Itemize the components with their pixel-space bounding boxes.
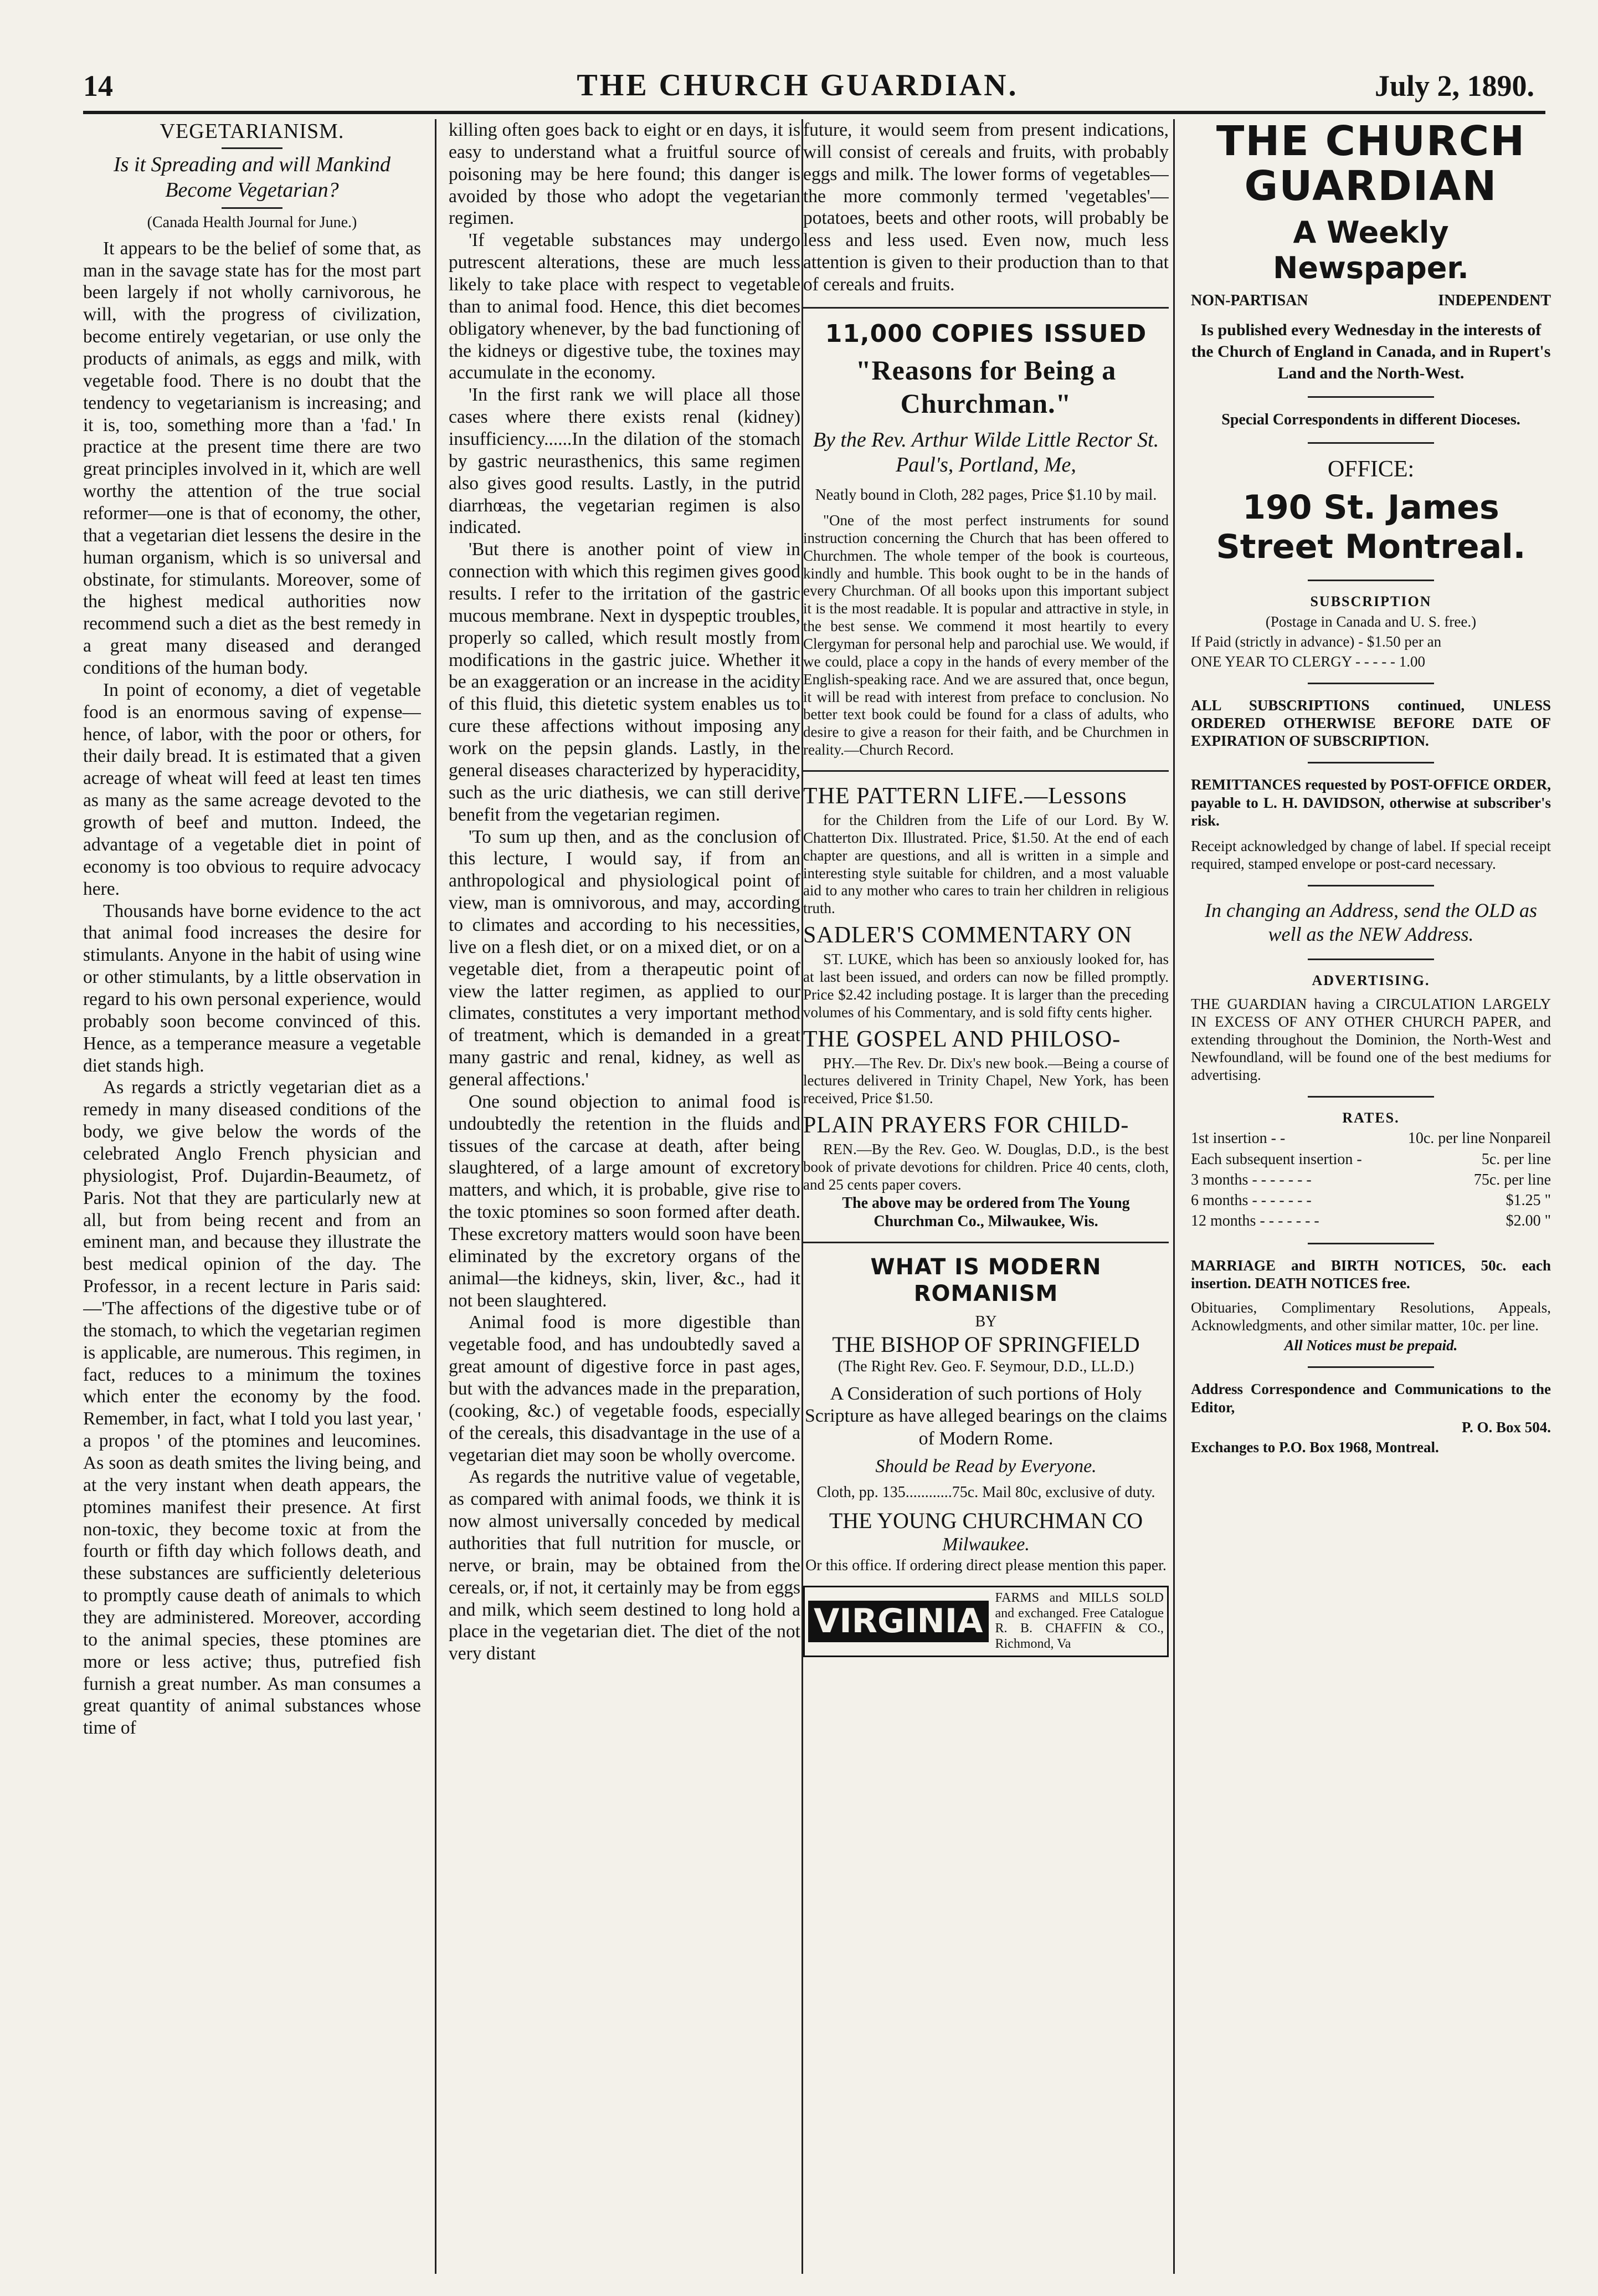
rate-row	[1191, 1191, 1551, 1210]
paragraph: One sound objection to animal food is undoubtedly the retention in the fluids and tissues of the carcase at death, after being slaughtered, of a large amount of excretory matters, and which, it is probable, give rise to the toxic ptomines so soon formed after death. These excretory matters would soon have been eliminated by the excretory organs of the animal—the kidneys, skin, liver, &c., had it not been slaughtered.	[449, 1091, 800, 1311]
office-address: 190 St. James Street Montreal.	[1216, 488, 1526, 567]
rate-label: Each subsequent insertion -	[1191, 1150, 1362, 1168]
rate-label: 6 months - - - - - - -	[1191, 1192, 1312, 1210]
office-heading: OFFICE:	[1327, 456, 1415, 482]
ad-heading: PLAIN PRAYERS FOR CHILD-	[803, 1113, 1129, 1139]
marriage-notices: MARRIAGE and BIRTH NOTICES, 50c. each insertion. DEATH NOTICES free.	[1191, 1257, 1551, 1292]
ad-body: REN.—By the Rev. Geo. W. Douglas, D.D., is the best book of private devotions for children. Price 40 cents, cloth, and 25 cents paper covers.	[803, 1141, 1169, 1193]
subscription-heading: SUBSCRIPTION	[1310, 593, 1432, 609]
column-3	[803, 119, 1169, 2274]
separator	[1308, 762, 1434, 763]
separator	[1308, 396, 1434, 398]
separator	[222, 147, 282, 149]
change-address-note: In changing an Address, send the OLD as well as the NEW Address.	[1205, 899, 1537, 945]
independent-label: INDEPENDENT	[1438, 292, 1551, 310]
column-1	[83, 119, 421, 2274]
virginia-word: VIRGINIA	[808, 1601, 989, 1642]
rate-label: 12 months - - - - - - -	[1191, 1212, 1319, 1230]
publisher-note: Or this office. If ordering direct please mention this paper.	[805, 1556, 1167, 1574]
exchanges-note: Exchanges to P.O. Box 1968, Montreal.	[1191, 1438, 1439, 1456]
ad-body: ST. LUKE, which has been so anxiously looked for, has at last been issued, and orders can now be filled promptly. Price $2.42 including postage. It is larger than the preceding volumes of his Commentary, and is sold fifty cents higher.	[803, 951, 1169, 1021]
column-divider	[1173, 119, 1175, 2274]
column-4	[1191, 119, 1551, 2274]
separator	[1308, 683, 1434, 684]
paragraph: future, it would seem from present indications, will consist of cereals and fruits, with probably eggs and milk. The lower forms of vegetables—the more commonly termed 'vegetables'—potatoes, beets and other roots, will probably be less and less used. Even now, much less attention is given to their production than to that of cereals and fruits.	[803, 120, 1169, 295]
article-heading: VEGETARIANISM.	[160, 120, 345, 143]
order-note: The above may be ordered from The Young Churchman Co., Milwaukee, Wis.	[842, 1194, 1130, 1230]
separator	[1308, 1243, 1434, 1244]
receipt-note: Receipt acknowledged by change of label. If special receipt required, stamped envelope or post-card necessary.	[1191, 837, 1551, 872]
rate-value: 5c. per line	[1481, 1150, 1551, 1168]
subscription-note: ALL SUBSCRIPTIONS continued, UNLESS ORDERED OTHERWISE BEFORE DATE OF EXPIRATION OF SUBSCRIPTION.	[1191, 697, 1551, 750]
rate-label: 3 months - - - - - - -	[1191, 1171, 1312, 1188]
romanism-description: A Consideration of such portions of Holy Scripture as have alleged bearings on the claims of Modern Rome.	[804, 1383, 1168, 1449]
ad-heading: THE GOSPEL AND PHILOSO-	[803, 1026, 1121, 1052]
masthead	[50, 65, 1545, 104]
copies-issued-headline: 11,000 COPIES ISSUED	[825, 319, 1147, 348]
rate-value: 75c. per line	[1473, 1171, 1551, 1188]
virginia-text: FARMS and MILLS SOLD and exchanged. Free Catalogue R. B. CHAFFIN & CO., Richmond, Va	[995, 1591, 1164, 1651]
paragraph: It appears to be the belief of some that, as man in the savage state has for the most part been largely if not wholly carnivorous, he will, with the progress of civilization, become entirely vegetarian, or use only the products of animals, as eggs and milk, with vegetable food. There is no doubt that the tendency to vegetarianism is increasing; and it is, too, something more than a 'fad.' In practice at the present time there are two great principles involved in it, which are well worthy the attention of the true social reformer—one is that of economy, the other, that a vegetarian diet lessens the desire in the human organism, which is so universal and obstinate, for stimulants. Moreover, some of the highest medical authorities now recommend such a diet as the best remedy in a great many diseased and deranged conditions of the human body.	[83, 238, 421, 679]
rates-heading: RATES.	[1342, 1110, 1400, 1126]
book-binding: Neatly bound in Cloth, 282 pages, Price $1.10 by mail.	[815, 486, 1157, 504]
romanism-author: THE BISHOP OF SPRINGFIELD	[832, 1331, 1140, 1357]
separator	[803, 307, 1169, 309]
paragraph: As regards the nutritive value of vegetable, as compared with animal foods, we think it is now almost universally conceded by medical authorities that full nutrition for muscle, or nerve, or brain, may be obtained from the cereals, or, if not, it certainly may be from eggs and milk, which seem destined to long hold a place in the vegetarian diet. The diet of the not very distant	[449, 1467, 800, 1664]
publisher-name: THE YOUNG CHURCHMAN CO	[829, 1508, 1143, 1533]
romanism-should-read: Should be Read by Everyone.	[875, 1456, 1097, 1477]
rate-row	[1191, 1171, 1551, 1189]
affiliation-row	[1191, 291, 1551, 310]
paragraph: killing often goes back to eight or en days, it is easy to understand what a fruitful source of poisoning may be here found; this danger is avoided by those who adopt the vegetarian regimen.	[449, 120, 800, 229]
rate-value: $1.25 "	[1505, 1192, 1551, 1210]
masthead-rule	[83, 111, 1545, 114]
separator	[1308, 442, 1434, 444]
article-subhead: Is it Spreading and will Mankind Become Vegetarian?	[114, 153, 390, 202]
subscription-clergy: ONE YEAR TO CLERGY - - - - - 1.00	[1191, 653, 1425, 670]
correspondents: Special Correspondents in different Dioceses.	[1221, 411, 1520, 428]
remittance-note: REMITTANCES requested by POST-OFFICE ORDER, payable to L. H. DAVIDSON, otherwise at subscriber's risk.	[1191, 776, 1551, 829]
romanism-author-sub: (The Right Rev. Geo. F. Seymour, D.D., LL.D.)	[837, 1358, 1134, 1376]
newspaper-title: THE CHURCH GUARDIAN.	[577, 68, 1019, 102]
article-source: (Canada Health Journal for June.)	[147, 214, 357, 232]
rate-row	[1191, 1150, 1551, 1168]
guardian-subtitle: A Weekly Newspaper.	[1273, 214, 1469, 286]
publisher-city: Milwaukee.	[942, 1534, 1030, 1555]
rate-row	[1191, 1129, 1551, 1147]
page-number: 14	[83, 69, 113, 102]
separator	[1308, 1096, 1434, 1098]
advertising-body: THE GUARDIAN having a CIRCULATION LARGELY IN EXCESS OF ANY OTHER CHURCH PAPER, and extending throughout the Dominion, the North-West and Newfoundland, will be found one of the best mediums for advertising.	[1191, 995, 1551, 1084]
column-2	[449, 119, 800, 2274]
rate-label: 1st insertion - -	[1191, 1130, 1286, 1147]
separator	[803, 770, 1169, 772]
paragraph: Thousands have borne evidence to the act that animal food increases the desire for stimulants. Anyone in the habit of using wine or other stimulants, by a little observation in regard to his own personal experience, would probably soon become convinced of this. Hence, as a temperance measure a vegetable diet stands high.	[83, 900, 421, 1076]
ad-heading: THE PATTERN LIFE.—Lessons	[803, 783, 1127, 809]
book-title: "Reasons for Being a Churchman."	[855, 355, 1117, 419]
ad-heading: SADLER'S COMMENTARY ON	[803, 922, 1133, 949]
nonpartisan-label: NON-PARTISAN	[1191, 292, 1308, 310]
subscription-postage: (Postage in Canada and U. S. free.)	[1265, 613, 1477, 630]
rate-row	[1191, 1212, 1551, 1230]
column-divider	[435, 119, 436, 2274]
issue-date: July 2, 1890.	[1374, 69, 1534, 102]
separator	[1308, 885, 1434, 886]
paragraph: 'If vegetable substances may undergo putrescent alterations, these are much less likely to take place with respect to vegetable than to animal food. Hence, this diet becomes obligatory whenever, by the bad functioning of the kidneys or digestive tube, the toxines may accumulate in the economy.	[449, 230, 800, 383]
rate-value: 10c. per line Nonpareil	[1407, 1130, 1551, 1147]
advertising-heading: ADVERTISING.	[1312, 972, 1430, 988]
paragraph: 'But there is another point of view in connection with which this regimen gives good results. I refer to the irritation of the gastric mucous membrane. Next in dyspeptic troubles, properly so called, which result mostly from modifications in the gastric juice. Whether it be an exaggeration or an increase in the acidity of this fluid, this dietetic system enables us to cure these affections without imposing any work on the pepsin glands. Lastly, in the general diseases characterized by hyperacidity, such as the uric diathesis, we can still derive benefit from the vegetarian regimen.	[449, 539, 800, 825]
separator	[1308, 580, 1434, 581]
book-review: "One of the most perfect instruments for sound instruction concerning the Church that has been offered to Churchmen. The whole temper of the book is courteous, kindly and humble. This book ought to be in the hands of every Churchman. Of all books upon this important subject it is the most readable. It is popular and attractive in style, in the best sense. We commend it most heartily to every Clergyman for personal help and parochial use. We would, if we could, place a copy in the hands of every member of the English-speaking race. And we are assured that, once begun, it will be read with interest from preface to conclusion. No better text book could be found for a class of adults, who desire to give a reason for their faith, and be Churchmen in reality.—Church Record.	[803, 511, 1169, 758]
guardian-title: THE CHURCH GUARDIAN	[1216, 119, 1526, 211]
separator	[803, 1242, 1169, 1243]
romanism-by: BY	[975, 1313, 997, 1331]
subscription-paid: If Paid (strictly in advance) - $1.50 per an	[1191, 633, 1442, 650]
rate-value: $2.00 "	[1505, 1212, 1551, 1230]
ad-body: PHY.—The Rev. Dr. Dix's new book.—Being a course of lectures delivered in Trinity Chapel, New York, has been received, Price $1.50.	[803, 1054, 1169, 1107]
separator	[1308, 959, 1434, 960]
publication-info: Is published every Wednesday in the interests of the Church of England in Canada, and in Rupert's Land and the North-West.	[1191, 320, 1551, 382]
obituaries-note: Obituaries, Complimentary Resolutions, Appeals, Acknowledgments, and other similar matter, 10c. per line.	[1191, 1299, 1551, 1334]
virginia-ad	[803, 1586, 1169, 1657]
paragraph: In point of economy, a diet of vegetable food is an enormous saving of expense—hence, of labor, with the poor or others, for their daily bread. It is estimated that a given acreage of wheat will feed at least ten times as many as the same acreage devoted to the growth of beef and mutton. Indeed, the advantage of a vegetable diet in point of economy is too obvious to require advocacy here.	[83, 679, 421, 899]
po-box: P. O. Box 504.	[1461, 1418, 1551, 1436]
ad-body: for the Children from the Life of our Lord. By W. Chatterton Dix. Illustrated. Price, $1.50. At the end of each chapter are questions, and all is written in a simple and interesting style suitable for children, and a most valuable aid to any mother who cares to train her children in religious truth.	[803, 811, 1169, 917]
paragraph: 'In the first rank we will place all those cases where there exists renal (kidney) insufficiency......In the dilation of the stomach by gastric neurasthenics, this same regimen also gives good results. Lastly, in the putrid diarrhœas, the vegetarian regimen is also indicated.	[449, 385, 800, 538]
romanism-price: Cloth, pp. 135............75c. Mail 80c, exclusive of duty.	[816, 1484, 1155, 1501]
paragraph: 'To sum up then, and as the conclusion of this lecture, I would say, if from an anthropological and physiological point of view, man is omnivorous, and may, according to climates and according to his necessities, live on a flesh diet, or on a mixed diet, or on a vegetable diet, from a therapeutic point of view the latter regimen, as applied to our climates, constitutes a very important method of treatment, which is demanded in a great many gastric and renal, kidney, as well as general affections.'	[449, 826, 800, 1090]
romanism-headline: WHAT IS MODERN ROMANISM	[870, 1254, 1102, 1306]
book-byline: By the Rev. Arthur Wilde Little Rector St. Paul's, Portland, Me,	[813, 428, 1159, 477]
paragraph: Animal food is more digestible than vegetable food, and has undoubtedly saved a great amount of digestive force in past ages, but with the advances made in the preparation, (cooking, &c.) of vegetable foods, especially of the cereals, this disadvantage in the use of a vegetarian diet may soon be wholly overcome.	[449, 1312, 800, 1465]
prepaid-note: All Notices must be prepaid.	[1284, 1337, 1458, 1354]
address-note: Address Correspondence and Communications to the Editor,	[1191, 1381, 1551, 1416]
separator	[222, 207, 282, 209]
paragraph: As regards a strictly vegetarian diet as a remedy in many diseased conditions of the body, we give below the words of the celebrated Anglo French physician and physiologist, Prof. Dujardin-Beaumetz, of Paris. Not that they are particularly new at all, but from being recent and from an eminent man, and because they illustrate the best medical opinion of the day. The Professor, in a recent lecture in Paris said:—'The affections of the digestive tube or of the stomach, to which the vegetarian regimen is applicable, are numerous. This regimen, in fact, reduces to a minimum the toxines which enter the economy by the food. Remember, in fact, what I told you last year, ' a propos ' of the ptomines and leucomines. As soon as death smites the living being, and at the very instant when death appears, the ptomines manifest their presence. At first non-toxic, they become toxic at from the fourth or fifth day which follows death, and these substances are sufficiently deleterious to promptly cause death of animals to which they are administered. Moreover, according to the animal species, these ptomines are more or less active; thus, putrefied fish furnish a great number. As man consumes a great quantity of animal substances whose time of	[83, 1077, 421, 1739]
separator	[1308, 1366, 1434, 1368]
